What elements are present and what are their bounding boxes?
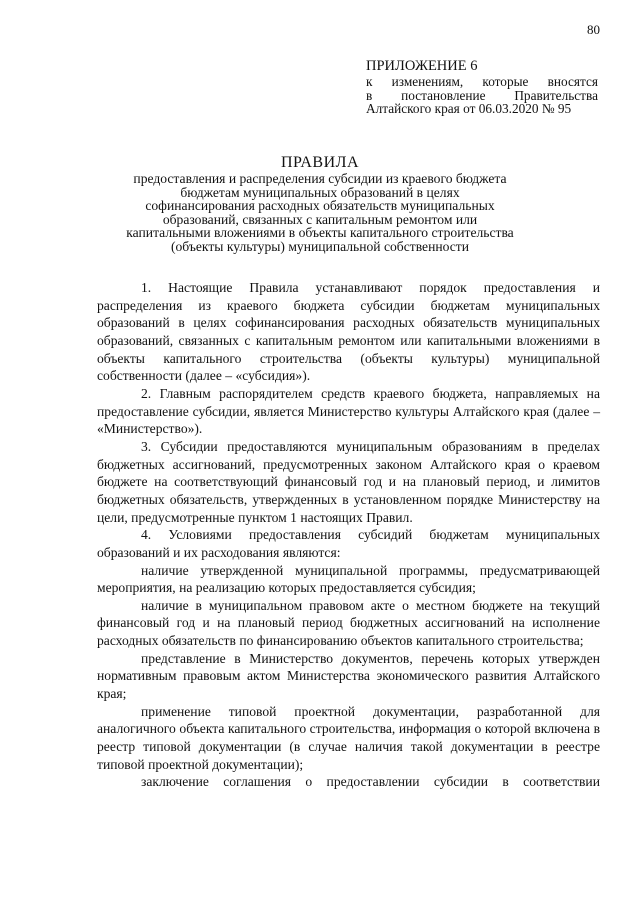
appendix-line: в постановление Правительства xyxy=(366,87,598,103)
appendix-line: Алтайского края от 06.03.2020 № 95 xyxy=(366,101,572,117)
appendix-block xyxy=(366,60,598,116)
paragraph: 2. Главным распорядителем средств краевого бюджета, направляемых на предоставление субсидии, является Министерство культуры Алтайского края (далее – «Министерство»). xyxy=(97,385,600,437)
paragraph: наличие в муниципальном правовом акте о местном бюджете на текущий финансовый год и на плановый период бюджетных ассигнований на исполнение расходных обязательств по финансированию объектов капитального строительства; xyxy=(97,597,600,649)
paragraph: применение типовой проектной документации, разработанной для аналогичного объекта капитального строительства, информация о которой включена в реестр типовой документации (в случае наличия такой документации в реестре типовой проектной документации); xyxy=(97,703,600,772)
paragraph: наличие утвержденной муниципальной программы, предусматривающей мероприятия, на реализацию которых предоставляется субсидия; xyxy=(97,562,600,596)
paragraph: 4. Условиями предоставления субсидий бюджетам муниципальных образований и их расходования являются: xyxy=(97,527,600,560)
paragraph: 3. Субсидии предоставляются муниципальным образованиям в пределах бюджетных ассигнований, предусмотренных законом Алтайского края о краевом бюджете на соответствующий финансовый год и на плановый период, и лимитов бюджетных обязательств, утвержденных в установленном порядке Министерству на цели, предусмотренные пунктом 1 настоящих Правил. xyxy=(97,438,600,525)
title-line: (объекты культуры) муниципальной собственности xyxy=(170,238,470,254)
paragraph: представление в Министерство документов, перечень которых утвержден нормативным правовым актом Министерства экономического развития Алтайского края; xyxy=(97,650,600,702)
title-line: софинансирования расходных обязательств муниципальных xyxy=(145,198,495,214)
title-line: предоставления и распределения субсидии из краевого бюджета xyxy=(133,171,507,186)
document-body xyxy=(97,279,600,791)
title-line: бюджетам муниципальных образований в целях xyxy=(180,184,460,200)
appendix-heading: ПРИЛОЖЕНИЕ 6 xyxy=(366,58,478,74)
paragraph: заключение соглашения о предоставлении субсидии в соответствии xyxy=(141,774,600,790)
title-block xyxy=(120,154,520,254)
title-line: образований, связанных с капитальным ремонтом или xyxy=(162,211,478,227)
title-line: капитальными вложениями в объекты капитального строительства xyxy=(126,225,514,241)
appendix-line: к изменениям, которые вносятся xyxy=(366,73,598,89)
document-title: ПРАВИЛА xyxy=(280,154,360,171)
paragraph: 1. Настоящие Правила устанавливают порядок предоставления и распределения из краевого бюджета субсидии бюджетам муниципальных образований в целях софинансирования расходных обязательств муниципальных образований, связанных с капитальным ремонтом или капитальными вложениями в объекты капитального строительства (объекты культуры) муниципальной собственности (далее – «субсидия»). xyxy=(97,280,600,384)
page-number: 80 xyxy=(587,22,600,37)
